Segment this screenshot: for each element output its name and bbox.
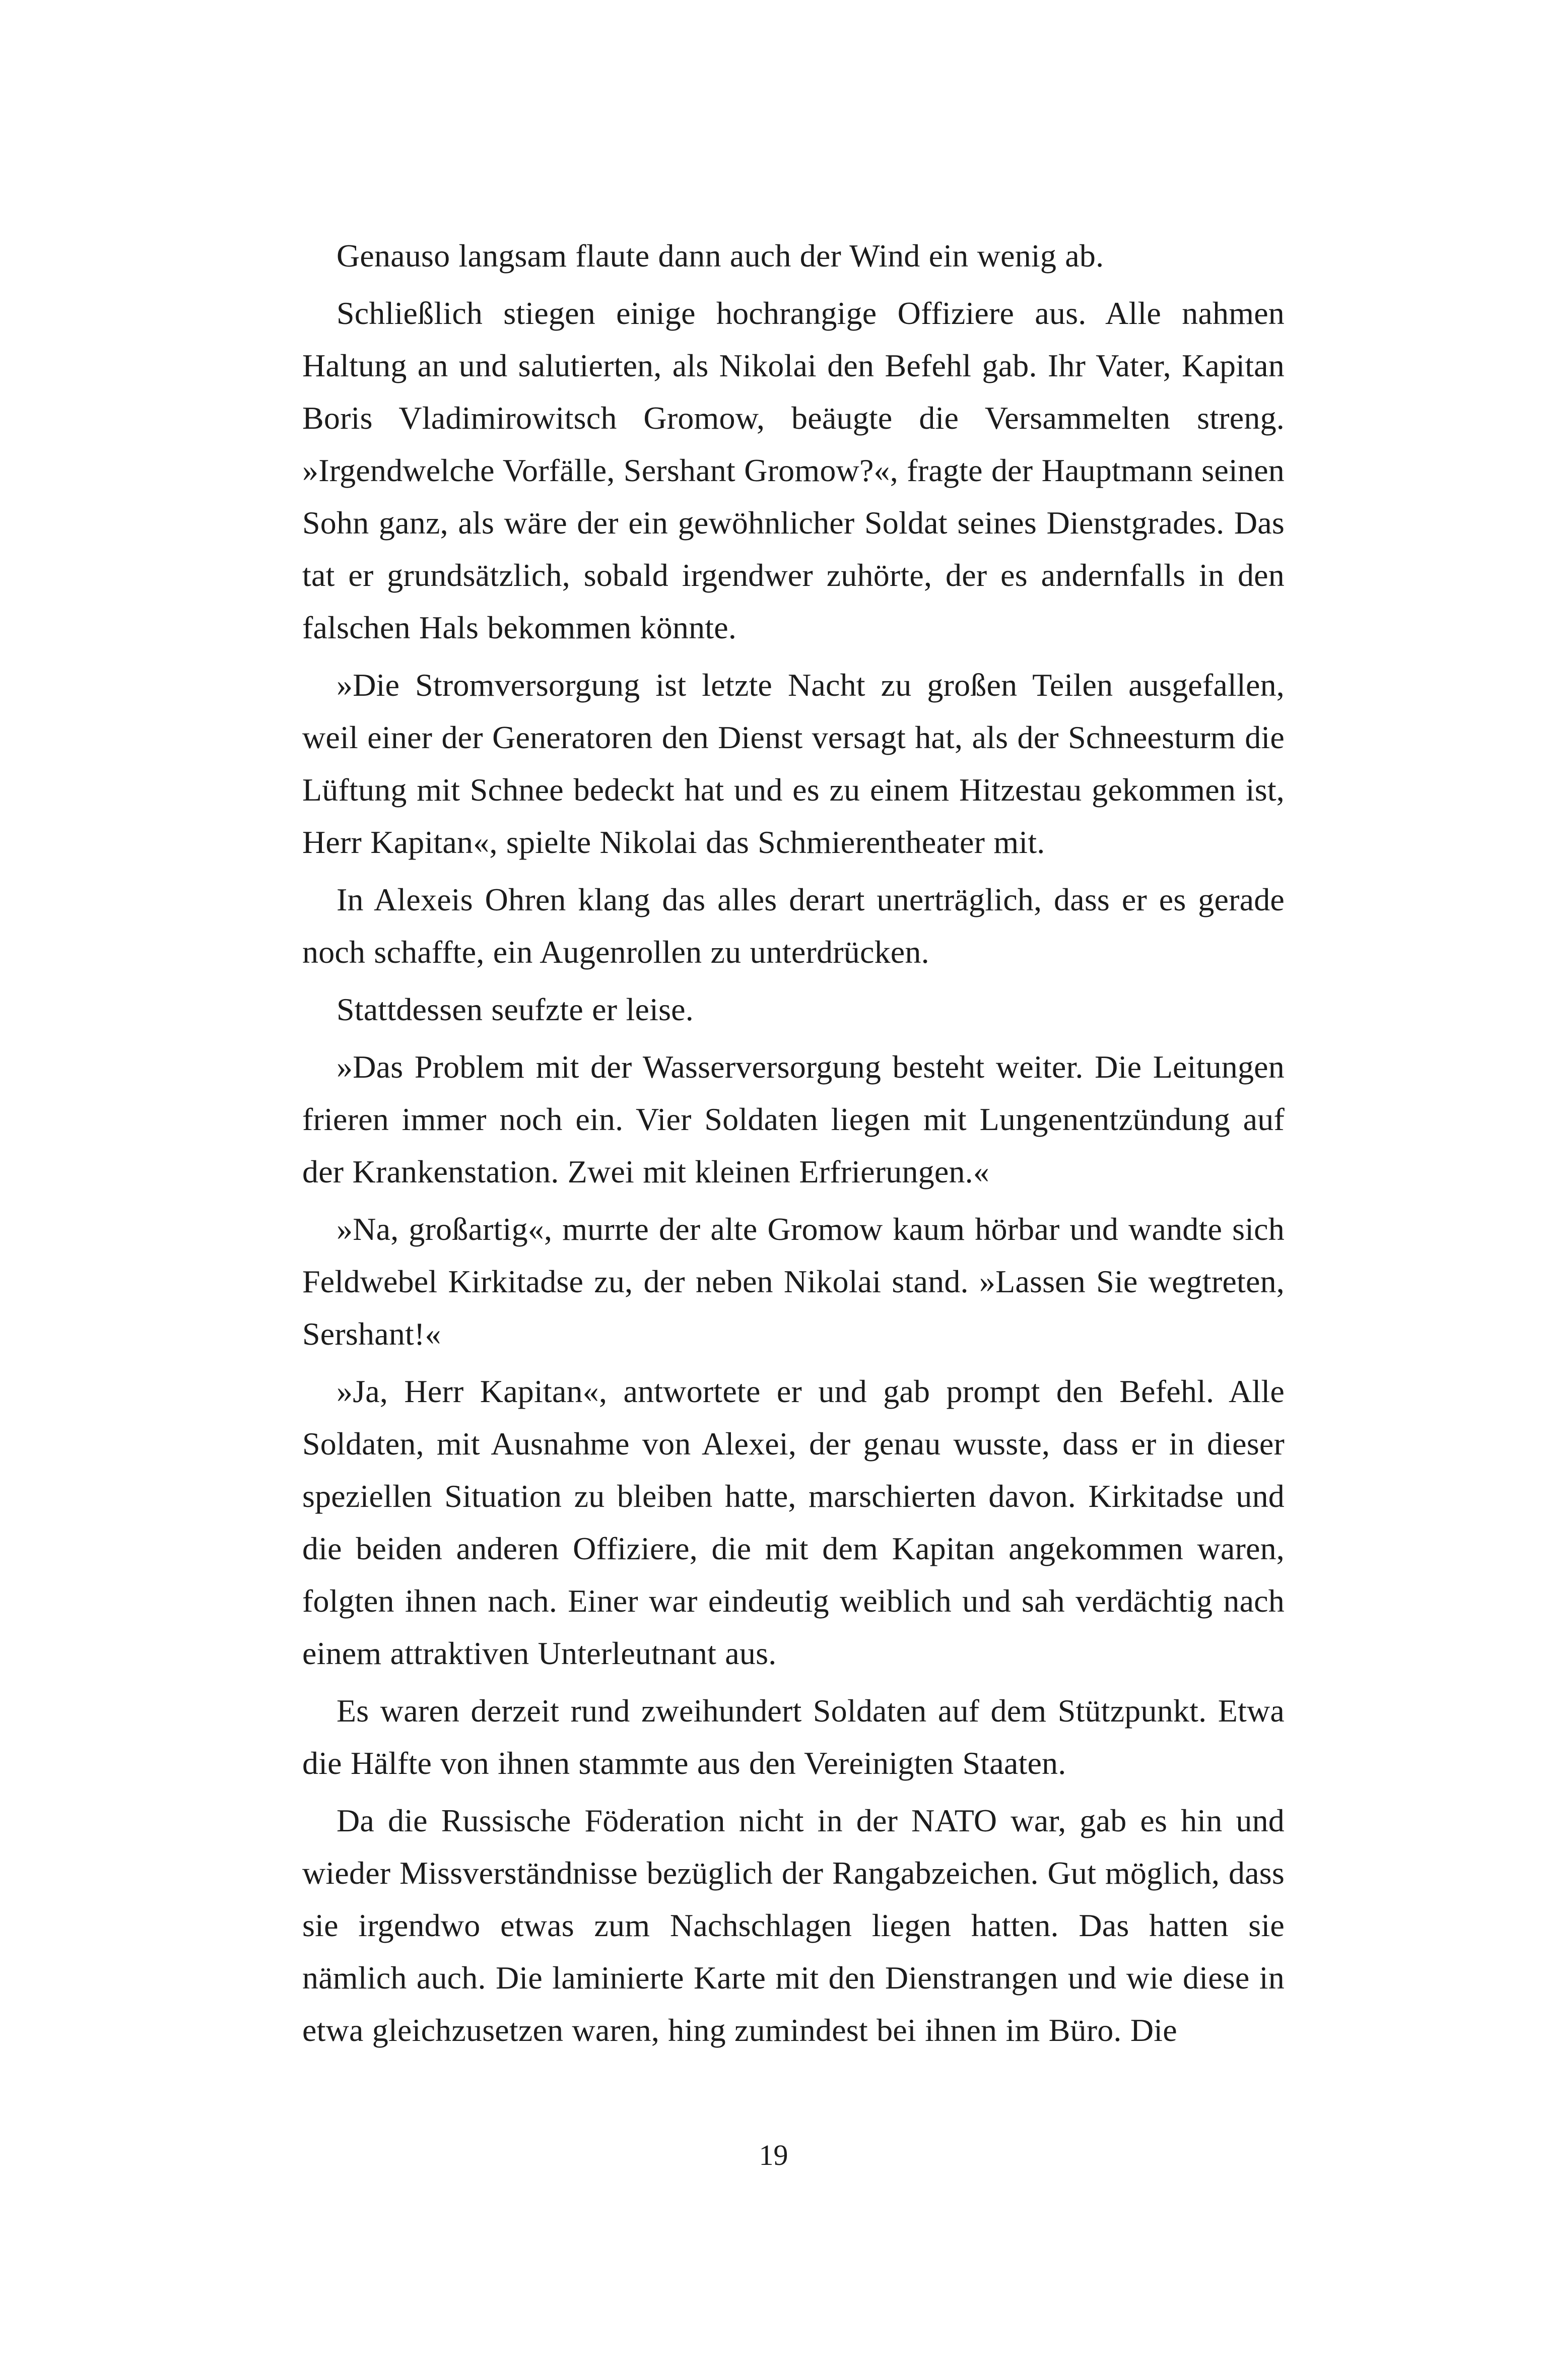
body-text	[302, 230, 1285, 2062]
paragraph-10: Da die Russische Föderation nicht in der NATO war, gab es hin und wieder Missverständnisse bezüglich der Rangabzeichen. Gut möglich, dass sie irgendwo etwas zum Nachschlagen liegen hatten. Das hatten sie nämlich auch. Die laminierte Karte mit den Dienstrangen und wie diese in etwa gleichzusetzen waren, hing zumindest bei ihnen im Büro. Die	[302, 1803, 1285, 2048]
paragraph-3: »Die Stromversorgung ist letzte Nacht zu großen Teilen ausgefallen, weil einer der Generatoren den Dienst versagt hat, als der Schneesturm die Lüftung mit Schnee bedeckt hat und es zu einem Hitzestau gekommen ist, Herr Kapitan«, spielte Nikolai das Schmierentheater mit.	[302, 667, 1285, 860]
page-number: 19	[759, 2139, 788, 2171]
paragraph-6: »Das Problem mit der Wasserversorgung besteht weiter. Die Leitungen frieren immer noch ein. Vier Soldaten liegen mit Lungenentzündung auf der Krankenstation. Zwei mit kleinen Erfrierungen.«	[302, 1049, 1285, 1189]
paragraph-4: In Alexeis Ohren klang das alles derart unerträglich, dass er es gerade noch schaffte, ein Augenrollen zu unterdrücken.	[302, 882, 1285, 970]
paragraph-9: Es waren derzeit rund zweihundert Soldaten auf dem Stützpunkt. Etwa die Hälfte von ihnen stammte aus den Vereinigten Staaten.	[302, 1693, 1285, 1781]
paragraph-7: »Na, großartig«, murrte der alte Gromow kaum hörbar und wandte sich Feldwebel Kirkitadse zu, der neben Nikolai stand. »Lassen Sie wegtreten, Sershant!«	[302, 1211, 1285, 1352]
paragraph-8: »Ja, Herr Kapitan«, antwortete er und gab prompt den Befehl. Alle Soldaten, mit Ausnahme von Alexei, der genau wusste, dass er in dieser speziellen Situation zu bleiben hatte, marschierten davon. Kirkitadse und die beiden anderen Offiziere, die mit dem Kapitan angekommen waren, folgten ihnen nach. Einer war eindeutig weiblich und sah verdächtig nach einem attraktiven Unterleutnant aus.	[302, 1373, 1285, 1671]
paragraph-2: Schließlich stiegen einige hochrangige Offiziere aus. Alle nahmen Haltung an und salutierten, als Nikolai den Befehl gab. Ihr Vater, Kapitan Boris Vladimirowitsch Gromow, beäugte die Versammelten streng. »Irgendwelche Vorfälle, Sershant Gromow?«, fragte der Hauptmann seinen Sohn ganz, als wäre der ein gewöhnlicher Soldat seines Dienstgrades. Das tat er grundsätzlich, sobald irgendwer zuhörte, der es andernfalls in den falschen Hals bekommen könnte.	[302, 295, 1285, 645]
paragraph-5: Stattdessen seufzte er leise.	[337, 991, 694, 1027]
paragraph-1: Genauso langsam flaute dann auch der Wind ein wenig ab.	[337, 238, 1104, 274]
